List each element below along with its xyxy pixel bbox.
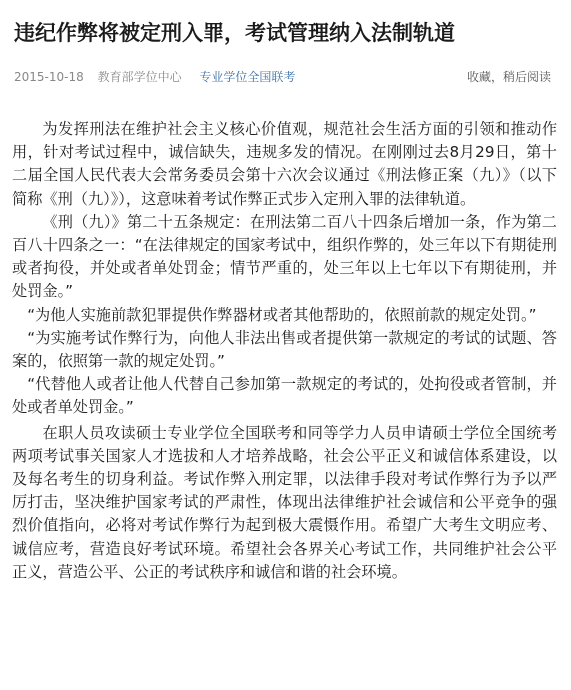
publish-date: 2015-10-18 <box>14 70 84 84</box>
article-actions <box>467 67 551 87</box>
body-paragraph: 《刑（九）》第二十五条规定：在刑法第二百八十四条后增加一条，作为第二百八十四条之一：“在法律规定的国家考试中，组织作弊的，处三年以下有期徒刑或者拘役，并处或者单处罚金；情节严重的，处三年以上七年以下有期徒刑，并处罚金。” <box>12 212 557 301</box>
body-paragraph: 为发挥刑法在维护社会主义核心价值观，规范社会生活方面的引领和推动作用，针对考试过程中，诚信缺失，违规多发的情况。在刚刚过去8月29日，第十二届全国人民代表大会常务委员会第十六次会议通过《刑法修正案（九）》（以下简称《刑（九）》），这意味着考试作弊正式步入定刑入罪的法律轨道。 <box>12 120 557 208</box>
favorite-button[interactable]: 收藏 <box>466 70 491 84</box>
article-body <box>12 118 557 584</box>
read-later-button[interactable]: 稍后阅读 <box>502 70 551 84</box>
account-link[interactable]: 专业学位全国联考 <box>199 70 296 84</box>
body-paragraph: “代替他人或者让他人代替自己参加第一款规定的考试的，处拘役或者管制，并处或者单处罚金。” <box>12 375 557 417</box>
body-paragraph: “为实施考试作弊行为，向他人非法出售或者提供第一款规定的考试的试题、答案的，依照第一款的规定处罚。” <box>12 328 557 371</box>
article-title: 违纪作弊将被定刑入罪，考试管理纳入法制轨道 <box>14 21 455 45</box>
source-name: 教育部学位中心 <box>97 70 182 84</box>
body-paragraph: “为他人实施前款犯罪提供作弊器材或者其他帮助的，依照前款的规定处罚。” <box>27 305 537 324</box>
actions-separator: ， <box>490 70 503 84</box>
body-paragraph: 在职人员攻读硕士专业学位全国联考和同等学力人员申请硕士学位全国统考两项考试事关国家人才选拔和人才培养战略，社会公平正义和诚信体系建设，以及每名考生的切身利益。考试作弊入刑定罪，以法律手段对考试作弊行为予以严厉打击，坚决维护国家考试的严肃性，体现出法律维护社会诚信和公平竞争的强烈价值指向，必将对考试作弊行为起到极大震慑作用。希望广大考生文明应考、诚信应考，营造良好考试环境。希望社会各界关心考试工作，共同维护社会公平正义，营造公平、公正的考试秩序和诚信和谐的社会环境。 <box>12 423 557 581</box>
article-meta-bar <box>14 67 559 87</box>
